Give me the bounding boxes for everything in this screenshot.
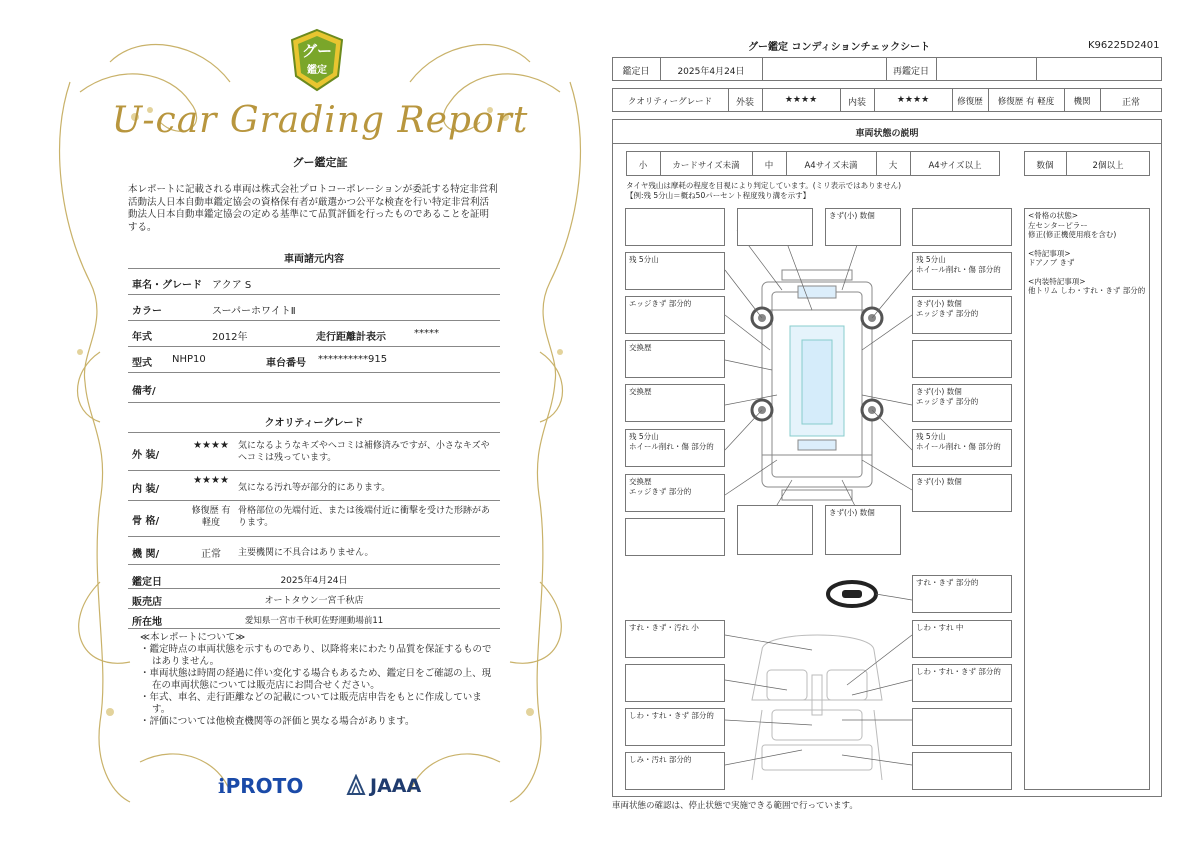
- exterior-grade: ★★★★: [193, 440, 229, 451]
- size-small-desc: カードサイズ未満: [672, 161, 740, 171]
- sheet-code: K96225D2401: [1088, 40, 1160, 51]
- frame-notes-item: 修正(修正機使用痕を含む): [1028, 230, 1117, 239]
- int-box: [912, 708, 1012, 746]
- date-label: 鑑定日: [132, 577, 162, 588]
- ext-box-r5-line2: エッジきず 部分的: [916, 397, 979, 406]
- goo-kantei-badge: [288, 28, 346, 92]
- condition-title: 車両状態の説明: [855, 129, 919, 139]
- year-value: 2012年: [212, 332, 248, 343]
- certificate: [40, 22, 600, 812]
- interior-grade: ★★★★: [193, 475, 229, 486]
- name-value: アクア S: [212, 280, 252, 291]
- ext-box-l7-line1: 交換歴: [629, 477, 652, 486]
- spec-row-model: [128, 346, 500, 373]
- frame-label: 骨 格/: [132, 516, 160, 527]
- engine-label: 機関: [1073, 97, 1091, 107]
- int-box: [912, 752, 1012, 790]
- badge-top-text: グー: [301, 42, 332, 60]
- chassis-label: 車台番号: [266, 358, 306, 369]
- ext-box-l6: [625, 429, 725, 467]
- int-box-r1: しわ・すれ 中: [912, 620, 1012, 658]
- ext-box-r6-line1: 残 5分山: [916, 432, 946, 441]
- spec-row-year: [128, 320, 500, 347]
- ext-box-r7: きず(小) 数個: [912, 474, 1012, 512]
- repair-label: 修復歴: [957, 97, 983, 107]
- model-value: NHP10: [172, 354, 206, 365]
- ext-box: [625, 208, 725, 246]
- ext-box-l7: [625, 474, 725, 512]
- size-mid: 中: [764, 161, 774, 171]
- size-large-desc: A4サイズ以上: [928, 161, 982, 171]
- sheet-footer: 車両状態の確認は、停止状態で実施できる範囲で行っています。: [612, 801, 858, 811]
- spec-title: 車両諸元内容: [284, 254, 344, 265]
- repair-value: 修復歴 有 軽度: [997, 97, 1055, 107]
- special-notes-box: [1024, 208, 1150, 790]
- date-value: 2025年4月24日: [280, 576, 348, 586]
- ext-box-l7-line2: エッジきず 部分的: [629, 487, 692, 496]
- info-row-address: [128, 608, 500, 629]
- quality-row-exterior: [128, 434, 500, 471]
- info-row-shop: [128, 588, 500, 609]
- badge-bottom-text: 鑑定: [307, 65, 327, 76]
- date-label: 鑑定日: [622, 67, 650, 77]
- ext-box-r2: [912, 252, 1012, 290]
- jaaa-mark-icon: [346, 774, 366, 796]
- ext-box-l3: エッジきず 部分的: [625, 296, 725, 334]
- count-desc: 2個以上: [1092, 161, 1124, 171]
- ext-box-l4: 交換歴: [625, 340, 725, 378]
- divider: [762, 57, 763, 81]
- ext-label: 外装: [735, 98, 754, 108]
- interior-desc: 気になる汚れ等が部分的にあります。: [238, 483, 391, 493]
- divider: [936, 57, 937, 81]
- address-label: 所在地: [132, 617, 162, 628]
- report-script-title: U-car Grading Report: [111, 100, 529, 141]
- reinspect-label: 再鑑定日: [892, 67, 929, 77]
- ext-box-r5-line1: きず(小) 数個: [916, 387, 962, 396]
- ext-box: [912, 208, 1012, 246]
- shop-value: オートタウン一宮千秋店: [264, 596, 364, 606]
- mileage-value: *****: [414, 328, 439, 339]
- ext-box-r3-line2: エッジきず 部分的: [916, 309, 979, 318]
- ext-box-bottom-mid: きず(小) 数個: [825, 505, 901, 555]
- interior-notes-item: 他トリム しわ・すれ・きず 部分的: [1028, 286, 1146, 295]
- ext-box-l6-line1: 残 5分山: [629, 432, 659, 441]
- ext-box-r6-line2: ホイール削れ・傷 部分的: [916, 442, 1001, 451]
- ext-box-l2: 残 5分山: [625, 252, 725, 290]
- int-box: [625, 664, 725, 702]
- ext-box-r3-line1: きず(小) 数個: [916, 299, 962, 308]
- note-item: ・車両状態は時間の経過に伴い変化する場合もあるため、鑑定日をご確認の上、現在の車両状態については販売店にお問合せください。: [140, 668, 492, 691]
- frame-desc: 骨格部位の先端付近、または後端付近に衝撃を受けた形跡があります。: [238, 506, 491, 528]
- logos: [218, 772, 438, 798]
- address-value: 愛知県一宮市千秋町佐野運動場前11: [244, 616, 384, 626]
- steering-wheel-icon: [828, 582, 876, 606]
- int-box-steering: すれ・きず 部分的: [912, 575, 1012, 613]
- ext-box: [737, 208, 813, 246]
- divider: [1036, 57, 1037, 81]
- size-small: 小: [638, 161, 648, 171]
- jaaa-logo-text: JAAA: [370, 775, 422, 797]
- proto-logo: ℹPROTO: [218, 774, 304, 798]
- int-box-r2: しわ・すれ・きず 部分的: [912, 664, 1012, 702]
- spec-row-remarks: [128, 372, 500, 403]
- special-notes-item: ドアノブ きず: [1028, 258, 1075, 267]
- frame-grade: 修復歴 有 軽度: [191, 506, 231, 528]
- divider: [612, 143, 1162, 144]
- quality-title: クオリティーグレード: [264, 418, 364, 429]
- ext-box-r3: [912, 296, 1012, 334]
- int-label: 内装: [847, 98, 866, 108]
- note-item: ・評価については他検査機関等の評価と異なる場合があります。: [140, 716, 415, 727]
- certificate-title: グー鑑定証: [292, 156, 348, 169]
- model-label: 型式: [132, 358, 152, 369]
- tire-note-2: 【例:残 5分山＝概ね50パーセント程度残り溝を示す】: [626, 191, 811, 200]
- proto-logo-text: PROTO: [225, 774, 304, 798]
- ext-box-r2-line1: 残 5分山: [916, 255, 946, 264]
- engine-grade: 正常: [201, 549, 221, 560]
- ext-box: [625, 518, 725, 556]
- int-box-l4: しみ・汚れ 部分的: [625, 752, 725, 790]
- mileage-label: 走行距離計表示: [316, 332, 386, 343]
- name-label: 車名・グレード: [132, 280, 202, 291]
- spec-row-name: [128, 268, 500, 295]
- ext-value: ★★★★: [784, 95, 818, 105]
- quality-grade-label: クオリティーグレード: [627, 97, 713, 107]
- engine-desc: 主要機関に不具合はありません。: [238, 548, 374, 558]
- quality-row-engine: [128, 536, 500, 565]
- report-notes: [140, 632, 500, 728]
- engine-label: 機 関/: [132, 549, 160, 560]
- frame-notes-heading: <骨格の状態>: [1028, 211, 1079, 220]
- special-notes-heading: <特記事項>: [1028, 248, 1071, 258]
- engine-value: 正常: [1121, 98, 1140, 108]
- interior-notes-heading: <内装特記事項>: [1028, 276, 1086, 286]
- exterior-desc: 気になるようなキズやヘコミは補修済みですが、小さなキズやヘコミは残っています。: [238, 441, 490, 463]
- certificate-text: 本レポートに記載される車両は株式会社プロトコーポレーションが委託する特定非営利活動法人日本自動車鑑定協会の資格保有者が厳選かつ公平な検査を行い特定非営利活動法人日本自動車鑑定協会の定める基準にて品質評価を行ったものであることを証明する。: [128, 184, 498, 233]
- int-box-l1: すれ・きず・汚れ 小: [625, 620, 725, 658]
- spec-row-color: [128, 294, 500, 321]
- ext-box-r2-line2: ホイール削れ・傷 部分的: [916, 265, 1001, 274]
- tire-note-1: タイヤ残山は摩耗の程度を目視により判定しています。(ミリ表示ではありません): [626, 181, 902, 190]
- year-label: 年式: [132, 332, 152, 343]
- size-large: 大: [888, 161, 898, 171]
- int-value: ★★★★: [896, 95, 930, 105]
- note-item: ・鑑定時点の車両状態を示すものであり、以降将来にわたり品質を保証するものではありません。: [140, 644, 492, 667]
- ext-box-l6-line2: ホイール削れ・傷 部分的: [629, 442, 714, 451]
- frame-notes-item: 左センターピラー: [1028, 220, 1088, 230]
- int-box-l3: しわ・すれ・きず 部分的: [625, 708, 725, 746]
- remarks-label: 備考/: [132, 386, 156, 397]
- color-label: カラー: [132, 306, 162, 317]
- note-item: ・年式、車名、走行距離などの記載については販売店申告をもとに作成しています。: [140, 692, 482, 715]
- date-value: 2025年4月24日: [677, 67, 745, 77]
- count-label: 数個: [1036, 161, 1054, 171]
- chassis-value: **********915: [318, 354, 388, 365]
- sheet-title: グー鑑定 コンディションチェックシート: [748, 42, 931, 53]
- ext-box: [912, 340, 1012, 378]
- quality-row-frame: [128, 500, 500, 537]
- ext-box-r5: [912, 384, 1012, 422]
- divider: [128, 432, 500, 433]
- size-mid-desc: A4サイズ未満: [804, 161, 858, 171]
- exterior-label: 外 装/: [132, 450, 160, 461]
- ext-box-top-mid: きず(小) 数個: [825, 208, 901, 246]
- notes-title: ≪本レポートについて≫: [140, 632, 246, 643]
- interior-label: 内 装/: [132, 484, 160, 495]
- ext-box-r6: [912, 429, 1012, 467]
- color-value: スーパーホワイトⅡ: [212, 306, 296, 317]
- quality-row-interior: [128, 470, 500, 501]
- ext-box: [737, 505, 813, 555]
- info-row-date: [128, 568, 500, 589]
- ext-box-l5: 交換歴: [625, 384, 725, 422]
- shop-label: 販売店: [132, 597, 162, 608]
